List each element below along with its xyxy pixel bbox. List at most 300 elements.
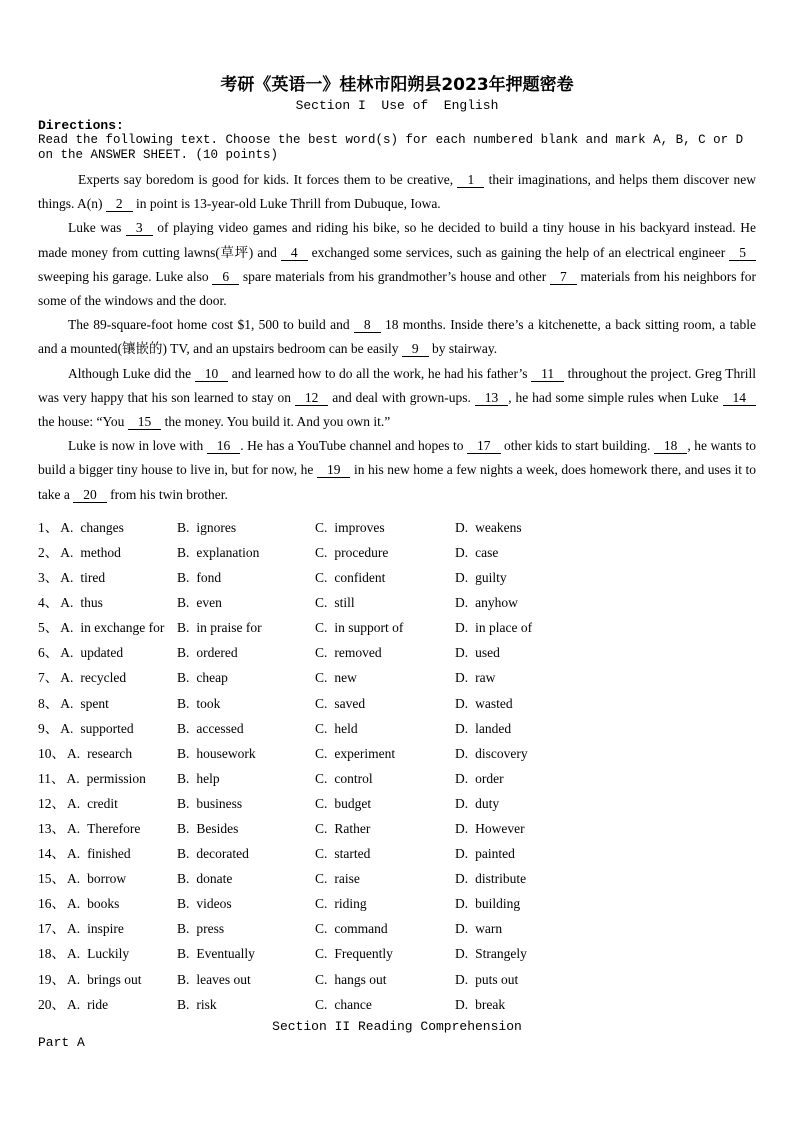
option-letter: D.	[455, 971, 469, 987]
question-11-option-C	[315, 766, 455, 791]
option-letter: A.	[60, 720, 74, 736]
question-12-option-C	[315, 791, 455, 816]
question-6-option-A	[38, 640, 177, 665]
question-2-option-C	[315, 540, 455, 565]
cloze-blank-1: 1	[457, 172, 484, 188]
option-text: anyhow	[475, 595, 518, 611]
option-letter: C.	[315, 770, 328, 786]
option-text: spent	[80, 695, 109, 711]
question-1-option-B	[177, 515, 315, 540]
question-7-option-A	[38, 665, 177, 690]
cloze-blank-17: 17	[467, 438, 501, 454]
question-7-option-C	[315, 665, 455, 690]
question-17-option-D	[455, 916, 756, 941]
option-text: credit	[87, 795, 118, 811]
option-letter: C.	[315, 570, 328, 586]
option-text: confident	[334, 570, 386, 586]
option-letter: B.	[177, 971, 190, 987]
question-row-5	[38, 615, 756, 640]
cloze-passage	[38, 168, 756, 507]
option-letter: C.	[315, 595, 328, 611]
question-number: 12、	[38, 795, 65, 811]
option-text: case	[475, 544, 499, 560]
option-text: wasted	[475, 695, 513, 711]
question-number: 17、	[38, 921, 65, 937]
question-15-option-A	[38, 866, 177, 891]
option-text: experiment	[334, 745, 396, 761]
option-letter: C.	[315, 996, 328, 1012]
question-19-option-D	[455, 967, 756, 992]
question-row-1	[38, 515, 756, 540]
question-number: 7、	[38, 670, 59, 686]
option-text: changes	[80, 519, 124, 535]
question-5-option-D	[455, 615, 756, 640]
question-17-option-A	[38, 916, 177, 941]
question-6-option-B	[177, 640, 315, 665]
option-text: landed	[475, 720, 512, 736]
option-letter: C.	[315, 946, 328, 962]
question-7-option-B	[177, 665, 315, 690]
option-text: duty	[475, 795, 500, 811]
option-text: accessed	[196, 720, 244, 736]
question-row-14	[38, 841, 756, 866]
question-16-option-B	[177, 891, 315, 916]
option-text: warn	[475, 921, 503, 937]
option-text: puts out	[475, 971, 519, 987]
option-text: procedure	[334, 544, 389, 560]
option-text: leaves out	[196, 971, 251, 987]
question-11-option-D	[455, 766, 756, 791]
option-letter: D.	[455, 720, 469, 736]
option-letter: A.	[60, 595, 74, 611]
option-text: discovery	[475, 745, 528, 761]
option-letter: D.	[455, 645, 469, 661]
question-number: 8、	[38, 695, 59, 711]
option-letter: C.	[315, 846, 328, 862]
option-letter: A.	[67, 946, 81, 962]
passage-paragraph: Luke was 3 of playing video games and riding his bike, so he decided to build a tiny house in his backyard instead. He made money from cutting lawns(草坪) and 4 exchanged some services, such as gaining the help of an electrical engineer 5 sweeping his garage. Luke also 6 spare materials from his grandmother’s house and other 7 materials from his neighbors for some of the windows and the door.	[38, 220, 756, 309]
option-letter: A.	[67, 745, 81, 761]
option-text: Frequently	[334, 946, 393, 962]
option-letter: D.	[455, 946, 469, 962]
option-letter: B.	[177, 695, 190, 711]
option-letter: B.	[177, 544, 190, 560]
question-9-option-A	[38, 716, 177, 741]
question-number: 19、	[38, 971, 65, 987]
question-9-option-B	[177, 716, 315, 741]
option-letter: D.	[455, 570, 469, 586]
question-1-option-C	[315, 515, 455, 540]
option-text: cheap	[196, 670, 228, 686]
option-letter: C.	[315, 720, 328, 736]
option-text: help	[196, 770, 220, 786]
option-text: explanation	[196, 544, 260, 560]
question-16-option-D	[455, 891, 756, 916]
question-2-option-D	[455, 540, 756, 565]
option-letter: D.	[455, 519, 469, 535]
question-18-option-D	[455, 941, 756, 966]
option-letter: A.	[67, 795, 81, 811]
option-text: thus	[80, 595, 103, 611]
question-3-option-D	[455, 565, 756, 590]
option-letter: D.	[455, 921, 469, 937]
option-letter: D.	[455, 996, 469, 1012]
option-text: raise	[334, 871, 360, 887]
option-letter: D.	[455, 620, 469, 636]
question-4-option-D	[455, 590, 756, 615]
question-12-option-B	[177, 791, 315, 816]
cloze-blank-12: 12	[295, 390, 329, 406]
option-text: guilty	[475, 570, 507, 586]
option-letter: D.	[455, 820, 469, 836]
question-8-option-D	[455, 691, 756, 716]
question-row-16	[38, 891, 756, 916]
option-text: Eventually	[196, 946, 255, 962]
option-letter: C.	[315, 670, 328, 686]
option-text: command	[334, 921, 388, 937]
option-text: distribute	[475, 871, 527, 887]
option-letter: B.	[177, 570, 190, 586]
cloze-blank-4: 4	[281, 245, 308, 261]
question-18-option-B	[177, 941, 315, 966]
option-text: inspire	[87, 921, 124, 937]
option-letter: B.	[177, 595, 190, 611]
question-5-option-A	[38, 615, 177, 640]
option-letter: D.	[455, 871, 469, 887]
option-letter: A.	[66, 770, 80, 786]
question-row-12	[38, 791, 756, 816]
option-text: took	[196, 695, 221, 711]
option-text: held	[334, 720, 358, 736]
option-text: Besides	[196, 820, 239, 836]
question-5-option-C	[315, 615, 455, 640]
question-14-option-A	[38, 841, 177, 866]
question-number: 10、	[38, 745, 65, 761]
option-text: videos	[196, 896, 232, 912]
question-row-2	[38, 540, 756, 565]
option-text: Strangely	[475, 946, 527, 962]
option-letter: B.	[177, 946, 190, 962]
cloze-blank-9: 9	[402, 341, 429, 357]
question-number: 9、	[38, 720, 59, 736]
option-text: Rather	[334, 820, 371, 836]
option-text: improves	[334, 519, 385, 535]
option-letter: C.	[315, 896, 328, 912]
option-text: recycled	[80, 670, 127, 686]
question-number: 5、	[38, 620, 59, 636]
question-19-option-B	[177, 967, 315, 992]
cloze-blank-14: 14	[723, 390, 757, 406]
option-text: in place of	[475, 620, 533, 636]
option-letter: B.	[177, 645, 190, 661]
question-10-option-C	[315, 741, 455, 766]
question-13-option-C	[315, 816, 455, 841]
option-text: building	[475, 896, 521, 912]
question-row-15	[38, 866, 756, 891]
cloze-blank-13: 13	[475, 390, 509, 406]
option-text: research	[87, 745, 133, 761]
option-text: still	[334, 595, 355, 611]
question-11-option-B	[177, 766, 315, 791]
question-12-option-D	[455, 791, 756, 816]
question-number: 4、	[38, 595, 59, 611]
option-letter: C.	[315, 695, 328, 711]
option-text: raw	[475, 670, 496, 686]
question-1-option-A	[38, 515, 177, 540]
option-text: ignores	[196, 519, 237, 535]
cloze-blank-15: 15	[128, 414, 162, 430]
question-17-option-B	[177, 916, 315, 941]
question-6-option-C	[315, 640, 455, 665]
question-row-17	[38, 916, 756, 941]
question-row-8	[38, 691, 756, 716]
option-text: Luckily	[87, 946, 130, 962]
question-20-option-A	[38, 992, 177, 1017]
question-12-option-A	[38, 791, 177, 816]
option-letter: C.	[315, 519, 328, 535]
option-text: press	[196, 921, 225, 937]
option-letter: A.	[67, 971, 81, 987]
option-text: new	[334, 670, 357, 686]
option-letter: B.	[177, 921, 190, 937]
option-letter: A.	[60, 670, 74, 686]
option-text: borrow	[87, 871, 127, 887]
option-letter: B.	[177, 519, 190, 535]
option-text: riding	[334, 896, 367, 912]
option-text: business	[196, 795, 243, 811]
question-16-option-A	[38, 891, 177, 916]
option-text: order	[475, 770, 504, 786]
option-text: painted	[475, 846, 515, 862]
option-text: Therefore	[87, 820, 141, 836]
option-letter: A.	[67, 921, 81, 937]
option-letter: A.	[60, 570, 74, 586]
question-15-option-C	[315, 866, 455, 891]
cloze-blank-2: 2	[106, 196, 133, 212]
option-letter: A.	[60, 519, 74, 535]
question-20-option-D	[455, 992, 756, 1017]
question-row-4	[38, 590, 756, 615]
option-letter: B.	[177, 620, 190, 636]
cloze-blank-16: 16	[207, 438, 241, 454]
option-text: decorated	[196, 846, 249, 862]
question-number: 11、	[38, 770, 65, 786]
question-3-option-A	[38, 565, 177, 590]
option-letter: A.	[67, 896, 81, 912]
question-2-option-A	[38, 540, 177, 565]
option-letter: B.	[177, 745, 190, 761]
passage-paragraph: Luke is now in love with 16 . He has a YouTube channel and hopes to 17 other kids to start building. 18 , he wants to build a bigger tiny house to live in, but for now, he 19 in his new home a few nights a week, does homework there, and uses it to take a 20 from his twin brother.	[38, 438, 756, 502]
question-16-option-C	[315, 891, 455, 916]
question-1-option-D	[455, 515, 756, 540]
question-row-7	[38, 665, 756, 690]
option-text: ordered	[196, 645, 238, 661]
option-letter: C.	[315, 544, 328, 560]
question-13-option-D	[455, 816, 756, 841]
option-text: in praise for	[196, 620, 262, 636]
option-text: even	[196, 595, 222, 611]
option-text: break	[475, 996, 506, 1012]
section1-heading: Section I Use of English	[295, 98, 499, 113]
option-letter: B.	[177, 996, 190, 1012]
cloze-blank-11: 11	[531, 366, 564, 382]
option-letter: B.	[177, 770, 190, 786]
option-text: used	[475, 645, 500, 661]
option-text: removed	[334, 645, 382, 661]
option-letter: D.	[455, 846, 469, 862]
option-text: ride	[87, 996, 109, 1012]
option-text: saved	[334, 695, 366, 711]
option-text: supported	[80, 720, 134, 736]
option-letter: D.	[455, 896, 469, 912]
option-text: housework	[196, 745, 256, 761]
option-letter: D.	[455, 544, 469, 560]
question-9-option-D	[455, 716, 756, 741]
question-row-3	[38, 565, 756, 590]
question-row-13	[38, 816, 756, 841]
option-letter: C.	[315, 795, 328, 811]
directions-label: Directions:	[38, 118, 124, 133]
question-number: 2、	[38, 544, 59, 560]
question-14-option-C	[315, 841, 455, 866]
option-text: books	[87, 896, 120, 912]
question-19-option-C	[315, 967, 455, 992]
question-number: 20、	[38, 996, 65, 1012]
question-number: 3、	[38, 570, 59, 586]
option-letter: C.	[315, 645, 328, 661]
option-text: However	[475, 820, 525, 836]
question-10-option-D	[455, 741, 756, 766]
option-letter: C.	[315, 745, 328, 761]
question-4-option-B	[177, 590, 315, 615]
question-6-option-D	[455, 640, 756, 665]
question-5-option-B	[177, 615, 315, 640]
cloze-blank-10: 10	[195, 366, 229, 382]
question-number: 13、	[38, 820, 65, 836]
question-row-11	[38, 766, 756, 791]
cloze-blank-18: 18	[654, 438, 688, 454]
question-4-option-C	[315, 590, 455, 615]
option-letter: B.	[177, 795, 190, 811]
question-8-option-A	[38, 691, 177, 716]
option-text: fond	[196, 570, 222, 586]
question-13-option-A	[38, 816, 177, 841]
option-letter: B.	[177, 896, 190, 912]
question-row-10	[38, 741, 756, 766]
option-letter: B.	[177, 720, 190, 736]
option-letter: D.	[455, 795, 469, 811]
question-number: 18、	[38, 946, 65, 962]
option-text: donate	[196, 871, 233, 887]
passage-paragraph: Although Luke did the 10 and learned how to do all the work, he had his father’s 11 throughout the project. Greg Thrill was very happy that his son learned to stay on 12 and deal with grown-ups. 13 , he had some simple rules when Luke 14 the house: “You 15 the money. You build it. And you own it.”	[38, 365, 756, 430]
cloze-blank-6: 6	[212, 269, 239, 285]
question-3-option-B	[177, 565, 315, 590]
cloze-blank-8: 8	[354, 317, 381, 333]
option-text: permission	[86, 770, 146, 786]
option-letter: A.	[67, 820, 81, 836]
cloze-blank-3: 3	[126, 220, 153, 236]
option-text: budget	[334, 795, 372, 811]
option-text: in support of	[334, 620, 404, 636]
option-text: weakens	[475, 519, 522, 535]
option-letter: A.	[60, 695, 74, 711]
question-number: 1、	[38, 519, 59, 535]
question-15-option-D	[455, 866, 756, 891]
cloze-blank-20: 20	[73, 487, 107, 503]
question-number: 14、	[38, 846, 65, 862]
option-letter: C.	[315, 921, 328, 937]
passage-paragraph: The 89-square-foot home cost $1, 500 to build and 8 18 months. Inside there’s a kitchenette, a back sitting room, a table and a mounted(镶嵌的) TV, and an upstairs bedroom can be easily 9 by stairway.	[38, 317, 756, 357]
option-text: hangs out	[334, 971, 387, 987]
question-17-option-C	[315, 916, 455, 941]
option-letter: A.	[67, 996, 81, 1012]
option-text: method	[80, 544, 121, 560]
option-letter: B.	[177, 846, 190, 862]
question-2-option-B	[177, 540, 315, 565]
part-a-label: Part A	[38, 1034, 85, 1050]
question-19-option-A	[38, 967, 177, 992]
question-3-option-C	[315, 565, 455, 590]
question-number: 6、	[38, 645, 59, 661]
question-10-option-A	[38, 741, 177, 766]
question-15-option-B	[177, 866, 315, 891]
passage-paragraph: Experts say boredom is good for kids. It forces them to be creative, 1 their imaginations, and helps them discover new things. A(n) 2 in point is 13-year-old Luke Thrill from Dubuque, Iowa.	[38, 172, 757, 212]
option-letter: B.	[177, 670, 190, 686]
option-letter: B.	[177, 871, 190, 887]
option-text: risk	[196, 996, 217, 1012]
option-letter: B.	[177, 820, 190, 836]
option-letter: A.	[60, 544, 74, 560]
question-10-option-B	[177, 741, 315, 766]
option-text: chance	[334, 996, 372, 1012]
option-letter: C.	[315, 820, 328, 836]
question-20-option-B	[177, 992, 315, 1017]
question-row-6	[38, 640, 756, 665]
option-letter: C.	[315, 871, 328, 887]
option-letter: A.	[67, 871, 81, 887]
question-9-option-C	[315, 716, 455, 741]
option-letter: A.	[67, 846, 81, 862]
question-13-option-B	[177, 816, 315, 841]
question-row-19	[38, 967, 756, 992]
directions-text: Read the following text. Choose the best word(s) for each numbered blank and mark A, B, C or D on the ANSWER SHEET. (10 points)	[38, 133, 744, 162]
option-letter: D.	[455, 770, 469, 786]
option-letter: A.	[60, 620, 74, 636]
question-4-option-A	[38, 590, 177, 615]
question-row-18	[38, 941, 756, 966]
question-14-option-D	[455, 841, 756, 866]
question-number: 16、	[38, 896, 65, 912]
question-18-option-A	[38, 941, 177, 966]
option-text: started	[334, 846, 371, 862]
option-letter: D.	[455, 745, 469, 761]
option-letter: A.	[60, 645, 74, 661]
option-letter: D.	[455, 595, 469, 611]
question-7-option-D	[455, 665, 756, 690]
option-text: control	[334, 770, 373, 786]
option-letter: D.	[455, 670, 469, 686]
option-text: in exchange for	[80, 620, 165, 636]
question-18-option-C	[315, 941, 455, 966]
question-8-option-C	[315, 691, 455, 716]
cloze-blank-19: 19	[317, 462, 351, 478]
option-letter: C.	[315, 620, 328, 636]
question-20-option-C	[315, 992, 455, 1017]
cloze-blank-5: 5	[729, 245, 756, 261]
cloze-blank-7: 7	[550, 269, 577, 285]
option-text: brings out	[87, 971, 142, 987]
question-14-option-B	[177, 841, 315, 866]
